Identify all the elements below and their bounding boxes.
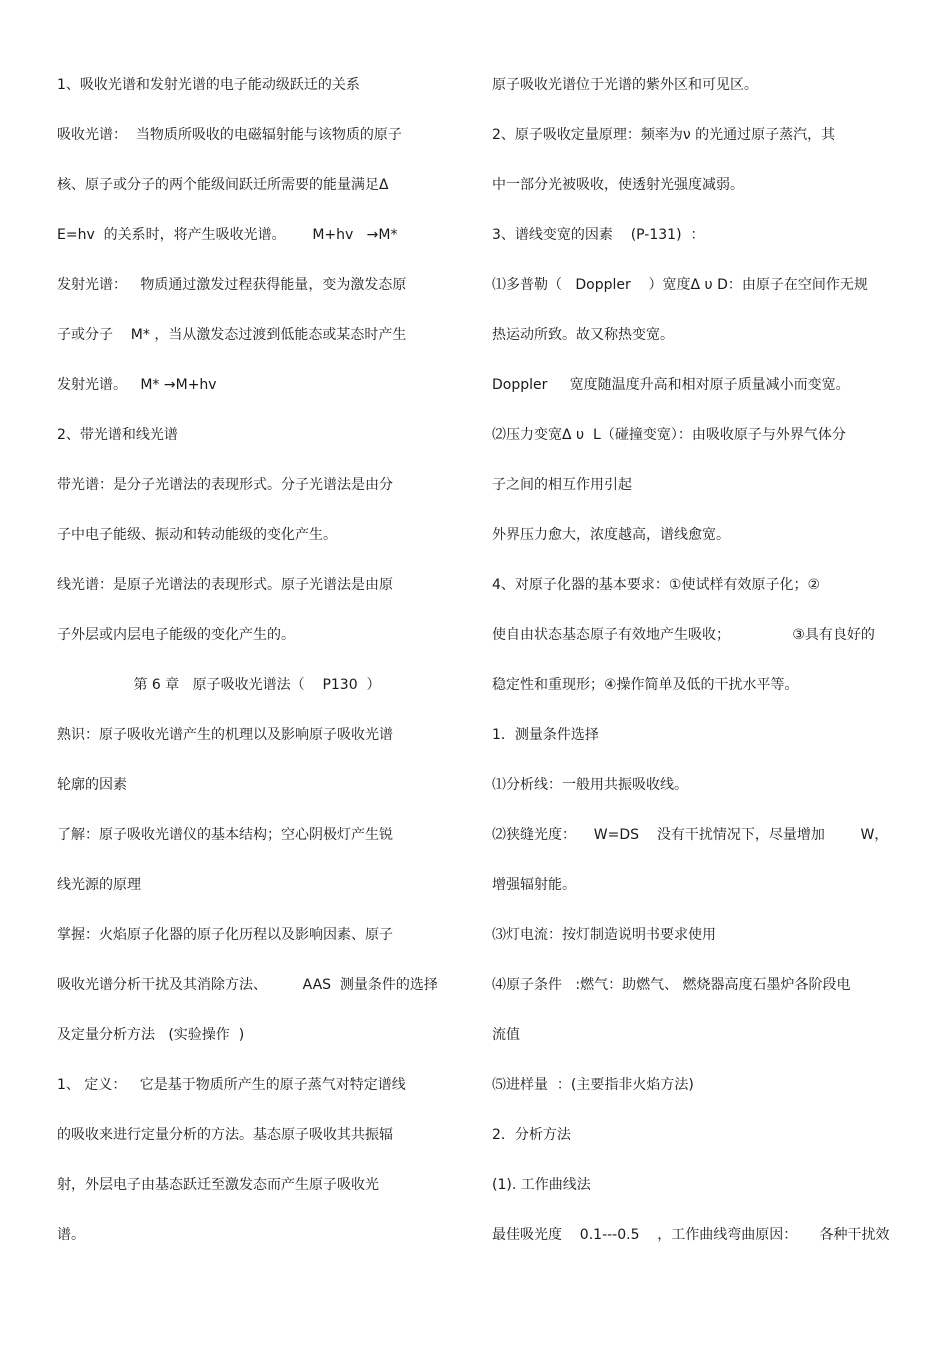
text-line: E=hv 的关系时，将产生吸收光谱。 M+hv →M*: [57, 227, 398, 243]
text-line: 2、带光谱和线光谱: [57, 427, 178, 443]
text-line: 谱。: [57, 1227, 85, 1243]
text-line: 子中电子能级、振动和转动能级的变化产生。: [57, 527, 337, 543]
text-line: ⑵狭缝光度： W=DS 没有干扰情况下，尽量增加 W，: [492, 827, 889, 843]
text-line: 吸收光谱分析干扰及其消除方法、 AAS 测量条件的选择: [57, 977, 438, 993]
text-line: Doppler 宽度随温度升高和相对原子质量减小而变宽。: [492, 377, 850, 393]
text-line: ⑴多普勒（ Doppler ）宽度Δ υ D：由原子在空间作无规: [492, 277, 868, 293]
text-line: ⑷原子条件 :燃气：助燃气、 燃烧器高度石墨炉各阶段电: [492, 977, 851, 993]
text-line: 1．测量条件选择: [492, 727, 599, 743]
text-line: 原子吸收光谱位于光谱的紫外区和可见区。: [492, 77, 758, 93]
text-line: ⑴分析线：一般用共振吸收线。: [492, 777, 688, 793]
text-line: 增强辐射能。: [492, 877, 576, 893]
text-line: 熟识：原子吸收光谱产生的机理以及影响原子吸收光谱: [57, 727, 393, 743]
text-line: 发射光谱： 物质通过激发过程获得能量，变为激发态原: [57, 277, 407, 293]
text-line: 中一部分光被吸收，使透射光强度减弱。: [492, 177, 744, 193]
text-line: 及定量分析方法 (实验操作 ): [57, 1027, 245, 1043]
text-line: 3、谱线变宽的因素 (P-131) ：: [492, 227, 705, 243]
text-line: 发射光谱。 M* →M+hv: [57, 377, 217, 393]
text-line: 核、原子或分子的两个能级间跃迁所需要的能量满足Δ: [57, 177, 389, 193]
text-line: 最佳吸光度 0.1---0.5 ，工作曲线弯曲原因： 各种干扰效: [492, 1227, 890, 1243]
text-line: 吸收光谱： 当物质所吸收的电磁辐射能与该物质的原子: [57, 127, 402, 143]
text-line: 轮廓的因素: [57, 777, 127, 793]
text-line: 线光谱：是原子光谱法的表现形式。原子光谱法是由原: [57, 577, 393, 593]
text-line: (1). 工作曲线法: [492, 1177, 591, 1193]
text-line: 2．分析方法: [492, 1127, 571, 1143]
right-text-column: [492, 74, 892, 1274]
text-line: 4、对原子化器的基本要求：①使试样有效原子化；②: [492, 577, 821, 593]
text-line: 了解：原子吸收光谱仪的基本结构；空心阴极灯产生锐: [57, 827, 393, 843]
text-line: ⑶灯电流：按灯制造说明书要求使用: [492, 927, 716, 943]
text-line: ⑸进样量 ：(主要指非火焰方法): [492, 1077, 694, 1093]
text-line: ⑵压力变宽Δ υ L（碰撞变宽）：由吸收原子与外界气体分: [492, 427, 846, 443]
text-line: 子之间的相互作用引起: [492, 477, 632, 493]
text-line: 1、吸收光谱和发射光谱的电子能动级跃迁的关系: [57, 77, 360, 93]
text-line: 1、 定义： 它是基于物质所产生的原子蒸气对特定谱线: [57, 1077, 406, 1093]
text-line: 掌握：火焰原子化器的原子化历程以及影响因素、原子: [57, 927, 393, 943]
text-line: 使自由状态基态原子有效地产生吸收； ③具有良好的: [492, 627, 875, 643]
text-line: 的吸收来进行定量分析的方法。基态原子吸收其共振辐: [57, 1127, 393, 1143]
text-line: 2、原子吸收定量原理：频率为ν 的光通过原子蒸汽，其: [492, 127, 836, 143]
chapter-heading: 第 6 章 原子吸收光谱法（ P130 ）: [133, 677, 381, 693]
text-line: 线光源的原理: [57, 877, 141, 893]
text-line: 稳定性和重现形；④操作简单及低的干扰水平等。: [492, 677, 799, 693]
text-line: 射，外层电子由基态跃迁至激发态而产生原子吸收光: [57, 1177, 379, 1193]
left-text-column: [57, 74, 457, 1274]
text-line: 热运动所致。故又称热变宽。: [492, 327, 674, 343]
text-line: 外界压力愈大，浓度越高，谱线愈宽。: [492, 527, 730, 543]
text-line: 子或分子 M* ，当从激发态过渡到低能态或某态时产生: [57, 327, 407, 343]
text-line: 带光谱：是分子光谱法的表现形式。分子光谱法是由分: [57, 477, 393, 493]
text-line: 流值: [492, 1027, 520, 1043]
text-line: 子外层或内层电子能级的变化产生的。: [57, 627, 295, 643]
